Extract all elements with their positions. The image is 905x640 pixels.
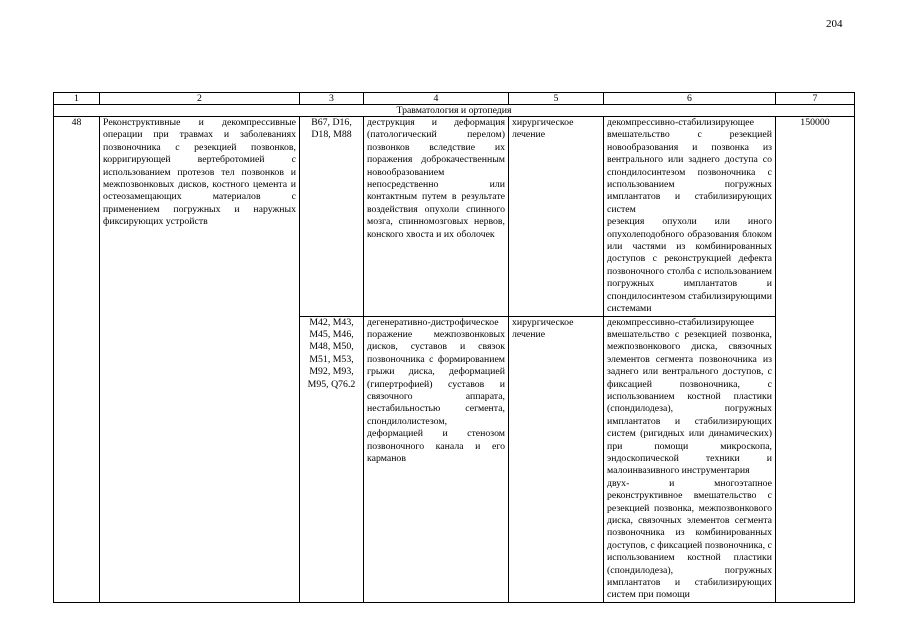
funding-amount: 150000 (776, 117, 855, 603)
patient-model: дегенеративно-дистрофическое поражение межпозвонковых дисков, суставов и связок позвоночника с формированием грыжи диска, деформацией (гипертрофией) суставов и связочного аппарата, нестабильностью сегмента, спондилолистезом, деформацией и стенозом позвоночного канала и его карманов (364, 316, 509, 602)
column-number: 4 (364, 93, 509, 105)
column-number: 2 (100, 93, 300, 105)
diagnosis-codes: M42, M43, M45, M46, M48, M50, M51, M53, M92, M93, M95, Q76.2 (300, 316, 364, 602)
treatment-method: резекция опухоли или иного опухолеподобного образования блоком или частями из комбинированных доступов с реконструкцией дефекта позвоночного столба с использованием погружных имплантатов и спондилосинтезом стабилизирующими системами (607, 216, 772, 315)
section-title: Травматология и ортопедия (54, 105, 855, 117)
treatment-method: двух- и многоэтапное реконструктивное вмешательство с резекцией позвонка, межпозвонкового диска, связочных элементов сегмента позвоночника из комбинированных доступов, с фиксацией позвоночника, с использованием костной пластики (спондилодеза), погружных имплантатов и стабилизирующих систем при помощи (607, 477, 772, 601)
procedures-table (53, 92, 855, 603)
treatment-type: хирургическое лечение (509, 117, 604, 317)
treatment-method: декомпрессивно-стабилизирующее вмешательство с резекцией новообразования и позвонка из вентрального или заднего доступа со спондилосинтезом позвоночника с использованием погружных имплантатов и стабилизирующих систем (607, 117, 772, 215)
column-number: 6 (604, 93, 776, 105)
row-number: 48 (54, 117, 100, 603)
column-number: 5 (509, 93, 604, 105)
column-number: 1 (54, 93, 100, 105)
page-number: 204 (826, 18, 843, 30)
procedure-name: Реконструктивные и декомпрессивные операции при травмах и заболеваниях позвоночника с резекцией позвонков, корригирующей вертебротомией с использованием протезов тел позвонков и межпозвонковых дисков, костного цемента и остеозамещающих материалов с применением погружных и наружных фиксирующих устройств (100, 117, 300, 603)
treatment-methods (604, 316, 776, 602)
column-number: 3 (300, 93, 364, 105)
patient-model: деструкция и деформация (патологический перелом) позвонков вследствие их поражения доброкачественным новообразованием непосредственно или контактным путем в результате воздействия опухоли спинного мозга, спинномозговых нервов, конского хвоста и их оболочек (364, 117, 509, 317)
treatment-type: хирургическое лечение (509, 316, 604, 602)
column-number-row (54, 93, 855, 105)
diagnosis-codes: B67, D16, D18, M88 (300, 117, 364, 317)
group-row-1 (54, 117, 855, 317)
treatment-methods (604, 117, 776, 317)
treatment-method: декомпрессивно-стабилизирующее вмешательство с резекцией позвонка, межпозвонкового диска, связочных элементов сегмента позвоночника из заднего или вентрального доступов, с фиксацией позвоночника, с использованием костной пластики (спондилодеза), погружных имплантатов и стабилизирующих систем (ригидных или динамических) при помощи микроскопа, эндоскопической техники и малоинвазивного инструментария (607, 316, 772, 477)
column-number: 7 (776, 93, 855, 105)
section-row (54, 105, 855, 117)
